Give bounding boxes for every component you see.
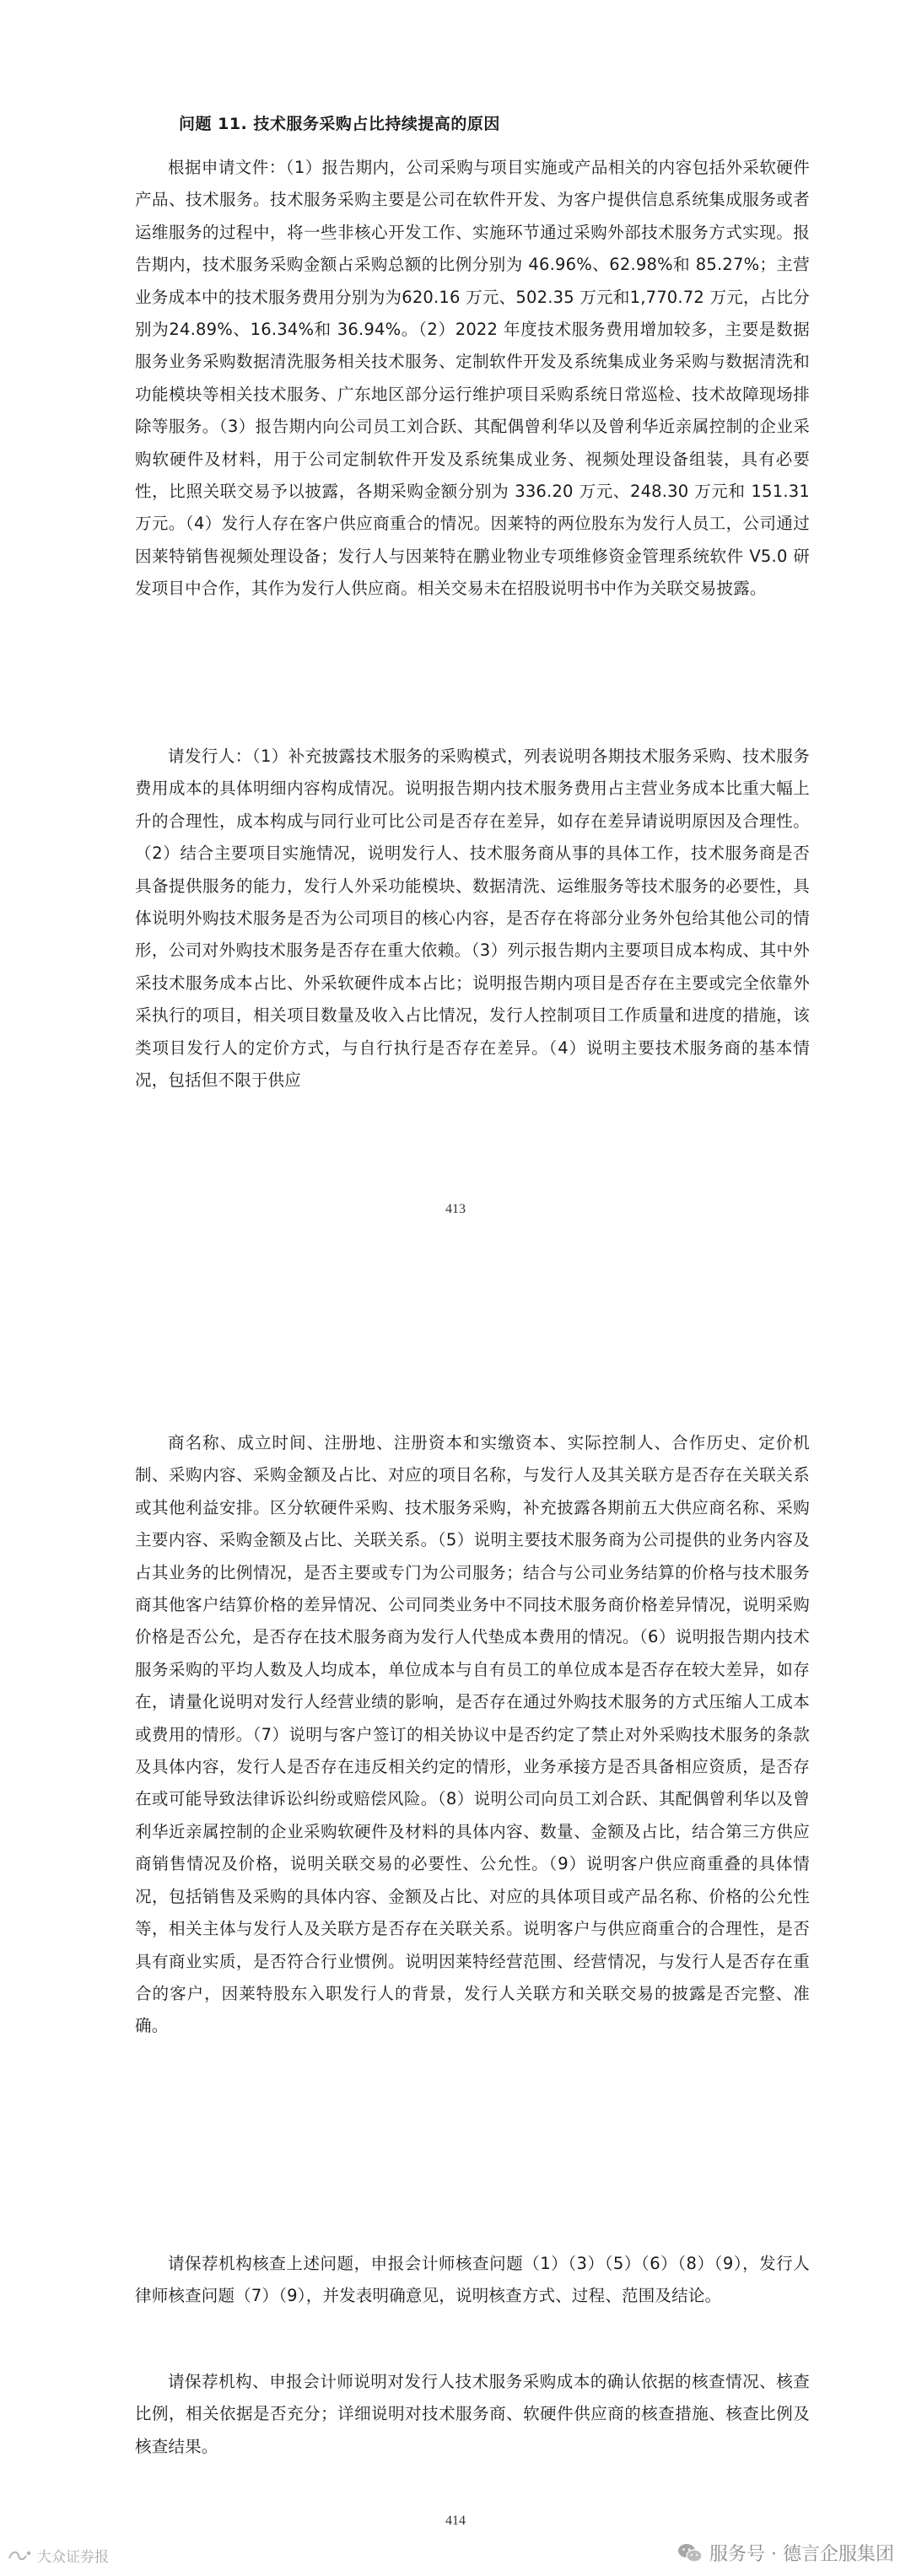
question-heading: 问题 11. 技术服务采购占比持续提高的原因 xyxy=(179,115,500,133)
watermark-right xyxy=(677,2540,894,2566)
paragraph-issuer-requests: 请发行人：（1）补充披露技术服务的采购模式，列表说明各期技术服务采购、技术服务费用成本的具体明细内容构成情况。说明报告期内技术服务费用占主营业务成本比重大幅上升的合理性，成本构成与同行业可比公司是否存在差异，如存在差异请说明原因及合理性。（2）结合主要项目实施情况，说明发行人、技术服务商从事的具体工作，技术服务商是否具备提供服务的能力，发行人外采功能模块、数据清洗、运维服务等技术服务的必要性，具体说明外购技术服务是否为公司项目的核心内容，是否存在将部分业务外包给其他公司的情形，公司对外购技术服务是否存在重大依赖。（3）列示报告期内主要项目成本构成、其中外采技术服务成本占比、外采软硬件成本占比；说明报告期内项目是否存在主要或完全依靠外采执行的项目，相关项目数量及收入占比情况，发行人控制项目工作质量和进度的措施，该类项目发行人的定价方式，与自行执行是否存在差异。（4）说明主要技术服务商的基本情况，包括但不限于供应 xyxy=(135,746,810,1091)
watermark-left-text: 大众证券报 xyxy=(37,2549,109,2566)
watermark-right-text: 服务号 · 德言企服集团 xyxy=(709,2544,894,2565)
swirl-logo-icon xyxy=(7,2548,32,2563)
paragraph-cost-verification: 请保荐机构、申报会计师说明对发行人技术服务采购成本的确认依据的核查情况、核查比例，相关依据是否充分；详细说明对技术服务商、软硬件供应商的核查措施、核查比例及核查结果。 xyxy=(135,2372,810,2456)
paragraph-sponsor-verification: 请保荐机构核查上述问题，申报会计师核查问题（1）（3）（5）（6）（8）（9），发行人律师核查问题（7）（9），并发表明确意见，说明核查方式、过程、范围及结论。 xyxy=(135,2254,810,2306)
document-page-413 xyxy=(0,0,911,1223)
page-number: 413 xyxy=(445,1202,466,1216)
page-number: 414 xyxy=(445,2514,466,2528)
paragraph-issuer-requests-continued: 商名称、成立时间、注册地、注册资本和实缴资本、实际控制人、合作历史、定价机制、采购内容、采购金额及占比、对应的项目名称，与发行人及其关联方是否存在关联关系或其他利益安排。区分软硬件采购、技术服务采购，补充披露各期前五大供应商名称、采购主要内容、采购金额及占比、关联关系。（5）说明主要技术服务商为公司提供的业务内容及占其业务的比例情况，是否主要或专门为公司服务；结合与公司业务结算的价格与技术服务商其他客户结算价格的差异情况、公司同类业务中不同技术服务商价格差异情况，说明采购价格是否公允，是否存在技术服务商为发行人代垫成本费用的情况。（6）说明报告期内技术服务采购的平均人数及人均成本，单位成本与自有员工的单位成本是否存在较大差异，如存在，请量化说明对发行人经营业绩的影响，是否存在通过外购技术服务的方式压缩人工成本或费用的情形。（7）说明与客户签订的相关协议中是否约定了禁止对外采购技术服务的条款及具体内容，发行人是否存在违反相关约定的情形，业务承接方是否具备相应资质，是否存在或可能导致法律诉讼纠纷或赔偿风险。（8）说明公司向员工刘合跃、其配偶曾利华以及曾利华近亲属控制的企业采购软硬件及材料的具体内容、数量、金额及占比，结合第三方供应商销售情况及价格，说明关联交易的必要性、公允性。（9）说明客户供应商重叠的具体情况，包括销售及采购的具体内容、金额及占比、对应的具体项目或产品名称、价格的公允性等，相关主体与发行人及关联方是否存在关联关系。说明客户与供应商重合的合理性，是否具有商业实质，是否符合行业惯例。说明因莱特经营范围、经营情况，与发行人是否存在重合的客户，因莱特股东入职发行人的背景，发行人关联方和关联交易的披露是否完整、准确。 xyxy=(135,1433,810,2036)
wechat-icon xyxy=(677,2542,703,2564)
paragraph-application-background: 根据申请文件：（1）报告期内，公司采购与项目实施或产品相关的内容包括外采软硬件产品、技术服务。技术服务采购主要是公司在软件开发、为客户提供信息系统集成服务或者运维服务的过程中，将一些非核心开发工作、实施环节通过采购外部技术服务方式实现。报告期内，技术服务采购金额占采购总额的比例分别为 46.96%、62.98%和 85.27%；主营业务成本中的技术服务费用分别为为620.16 万元、502.35 万元和1,770.72 万元，占比分别为24.89%、16.34%和 36.94%。（2）2022 年度技术服务费用增加较多，主要是数据服务业务采购数据清洗服务相关技术服务、定制软件开发及系统集成业务采购与数据清洗和功能模块等相关技术服务、广东地区部分运行维护项目采购系统日常巡检、技术故障现场排除等服务。（3）报告期内向公司员工刘合跃、其配偶曾利华以及曾利华近亲属控制的企业采购软硬件及材料，用于公司定制软件开发及系统集成业务、视频处理设备组装，具有必要性，比照关联交易予以披露，各期采购金额分别为 336.20 万元、248.30 万元和 151.31 万元。（4）发行人存在客户供应商重合的情况。因莱特的两位股东为发行人员工，公司通过因莱特销售视频处理设备；发行人与因莱特在鹏业物业专项维修资金管理系统软件 V5.0 研发项目中合作，其作为发行人供应商。相关交易未在招股说明书中作为关联交易披露。 xyxy=(135,158,810,599)
watermark-left xyxy=(7,2545,109,2566)
document-page-414 xyxy=(0,1392,911,2576)
